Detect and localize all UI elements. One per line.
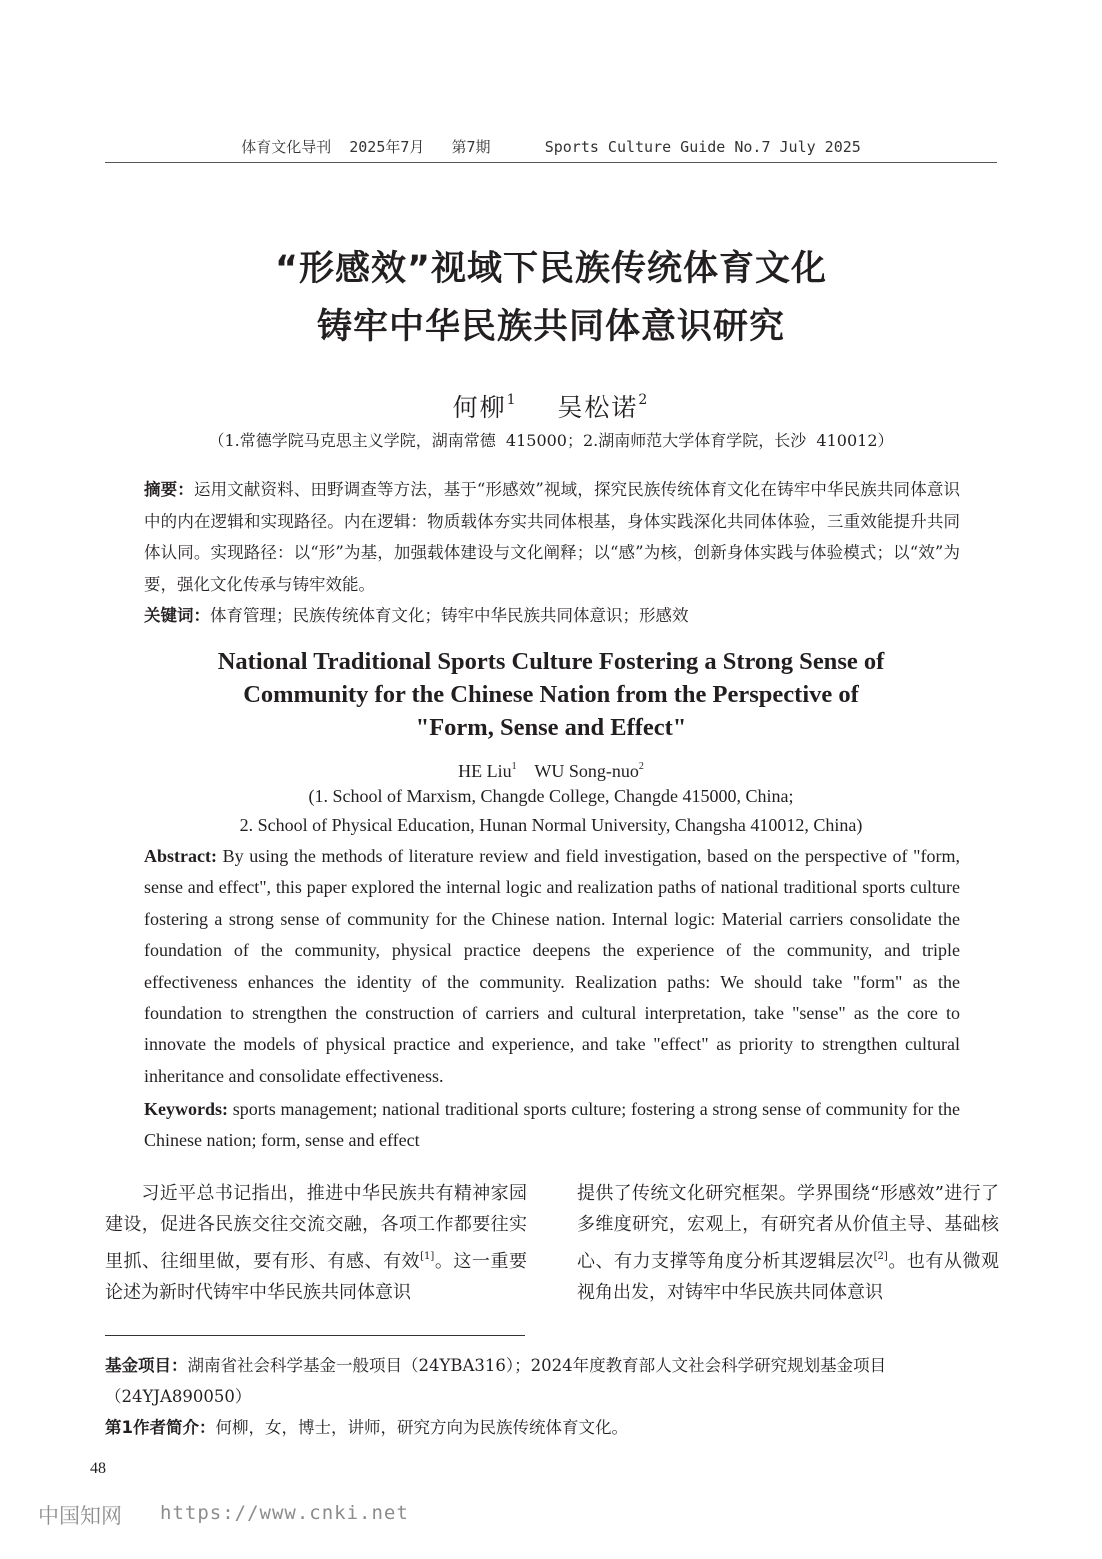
funding-text: 湖南省社会科学基金一般项目（24YBA316）；2024年度教育部人文社会科学研究规划基金项目（24YJA890050） — [105, 1356, 887, 1406]
author-1-en-affil-mark: 1 — [511, 761, 517, 772]
english-abstract-text: By using the methods of literature review and field investigation, based on the perspective of "form, sense and effect", this paper explored the internal logic and realization paths of national traditional sports culture fostering a strong sense of community for the Chinese nation. Internal logic: Material carriers consolidate the foundation of the community, physical practice deepens the experience of the community, and triple effectiveness enhances the identity of the community. Realization paths: We should take "form" as the foundation to strengthen the construction of carriers and cultural interpretation, take "sense" as the core to innovate the models of physical practice and experience, and take "effect" as priority to strengthen cultural inheritance and consolidate effectiveness. — [144, 846, 961, 1086]
english-affiliation-line-1: (1. School of Marxism, Changde College, Changde 415000, China; — [308, 786, 794, 806]
author-1-zh-affil-mark: 1 — [506, 392, 518, 408]
author-2-zh-affil-mark: 2 — [638, 392, 650, 408]
body-left-text-continued: 。这一重要论述为新时代铸牢中华民族共同体意识 — [105, 1250, 528, 1304]
body-right-text: 提供了传统文化研究框架。学界围绕“形感效”进行了多维度研究，宏观上，有研究者从价值主导、基础核心、有力支撑等角度分析其逻辑层次 — [577, 1183, 999, 1272]
english-abstract — [144, 841, 960, 1092]
english-affiliation — [105, 782, 997, 839]
first-author-note — [105, 1412, 997, 1443]
chinese-abstract — [144, 474, 960, 600]
funding-note — [105, 1350, 997, 1412]
chinese-title-line-2: 铸牢中华民族共同体意识研究 — [316, 307, 785, 347]
body-column-left — [105, 1178, 527, 1309]
chinese-keywords — [144, 600, 960, 632]
header-divider — [105, 162, 997, 163]
chinese-keywords-label: 关键词： — [144, 606, 210, 625]
chinese-abstract-label: 摘要： — [144, 480, 194, 499]
funding-label: 基金项目： — [105, 1356, 188, 1375]
author-1-zh: 何柳 — [452, 393, 507, 422]
english-title-line-2: Community for the Chinese Nation from the Perspective of — [243, 681, 859, 708]
chinese-title-line-1: “形感效”视域下民族传统体育文化 — [274, 249, 827, 289]
author-1-en: HE Liu — [458, 761, 512, 781]
body-left-text: 习近平总书记指出，推进中华民族共有精神家园建设，促进各民族交往交流交融，各项工作都要往实里抓、往细里做，要有形、有感、有效 — [105, 1183, 527, 1272]
running-header: 体育文化导刊 2025年7月 第7期 Sports Culture Guide No.7 July 2025 — [241, 138, 861, 156]
citation-ref-1[interactable]: [1] — [420, 1250, 435, 1262]
english-authors — [105, 754, 997, 784]
english-keywords-text: sports management; national traditional sports culture; fostering a strong sense of community for the Chinese nation; form, sense and effect — [144, 1099, 960, 1151]
chinese-authors — [105, 380, 997, 428]
english-affiliation-line-2: 2. School of Physical Education, Hunan Normal University, Changsha 410012, China) — [239, 814, 863, 835]
english-title — [105, 645, 997, 744]
body-column-right — [577, 1178, 999, 1309]
author-2-en-affil-mark: 2 — [638, 761, 644, 772]
cnki-url-watermark: https://www.cnki.net — [160, 1502, 409, 1524]
footnotes — [105, 1350, 997, 1443]
chinese-affiliation: （1.常德学院马克思主义学院，湖南常德 415000；2.湖南师范大学体育学院，长沙 410012） — [208, 431, 894, 450]
english-title-line-1: National Traditional Sports Culture Fostering a Strong Sense of — [217, 648, 885, 675]
chinese-keywords-text: 体育管理；民族传统体育文化；铸牢中华民族共同体意识；形感效 — [210, 606, 689, 625]
chinese-abstract-text: 运用文献资料、田野调查等方法，基于“形感效”视域，探究民族传统体育文化在铸牢中华民族共同体意识中的内在逻辑和实现路径。内在逻辑：物质载体夯实共同体根基，身体实践深化共同体体验，三重效能提升共同体认同。实现路径：以“形”为基，加强载体建设与文化阐释；以“感”为核，创新身体实践与体验模式；以“效”为要，强化文化传承与铸牢效能。 — [144, 480, 960, 594]
english-keywords-label: Keywords: — [144, 1099, 228, 1119]
english-abstract-label: Abstract: — [144, 846, 217, 866]
first-author-text: 何柳，女，博士，讲师，研究方向为民族传统体育文化。 — [215, 1418, 628, 1437]
first-author-label: 第1作者简介： — [105, 1418, 216, 1437]
english-keywords — [144, 1094, 960, 1157]
chinese-title — [105, 240, 997, 356]
english-title-line-3: "Form, Sense and Effect" — [415, 714, 687, 741]
body-right-text-continued: 。也有从微观视角出发，对铸牢中华民族共同体意识 — [577, 1250, 1000, 1304]
author-2-en: WU Song-nuo — [534, 761, 639, 781]
footnote-divider — [105, 1335, 525, 1336]
cnki-logo-watermark: 中国知网 — [38, 1504, 122, 1528]
page-number: 48 — [90, 1460, 106, 1477]
author-2-zh: 吴松诺 — [557, 393, 639, 422]
citation-ref-2[interactable]: [2] — [873, 1250, 888, 1262]
